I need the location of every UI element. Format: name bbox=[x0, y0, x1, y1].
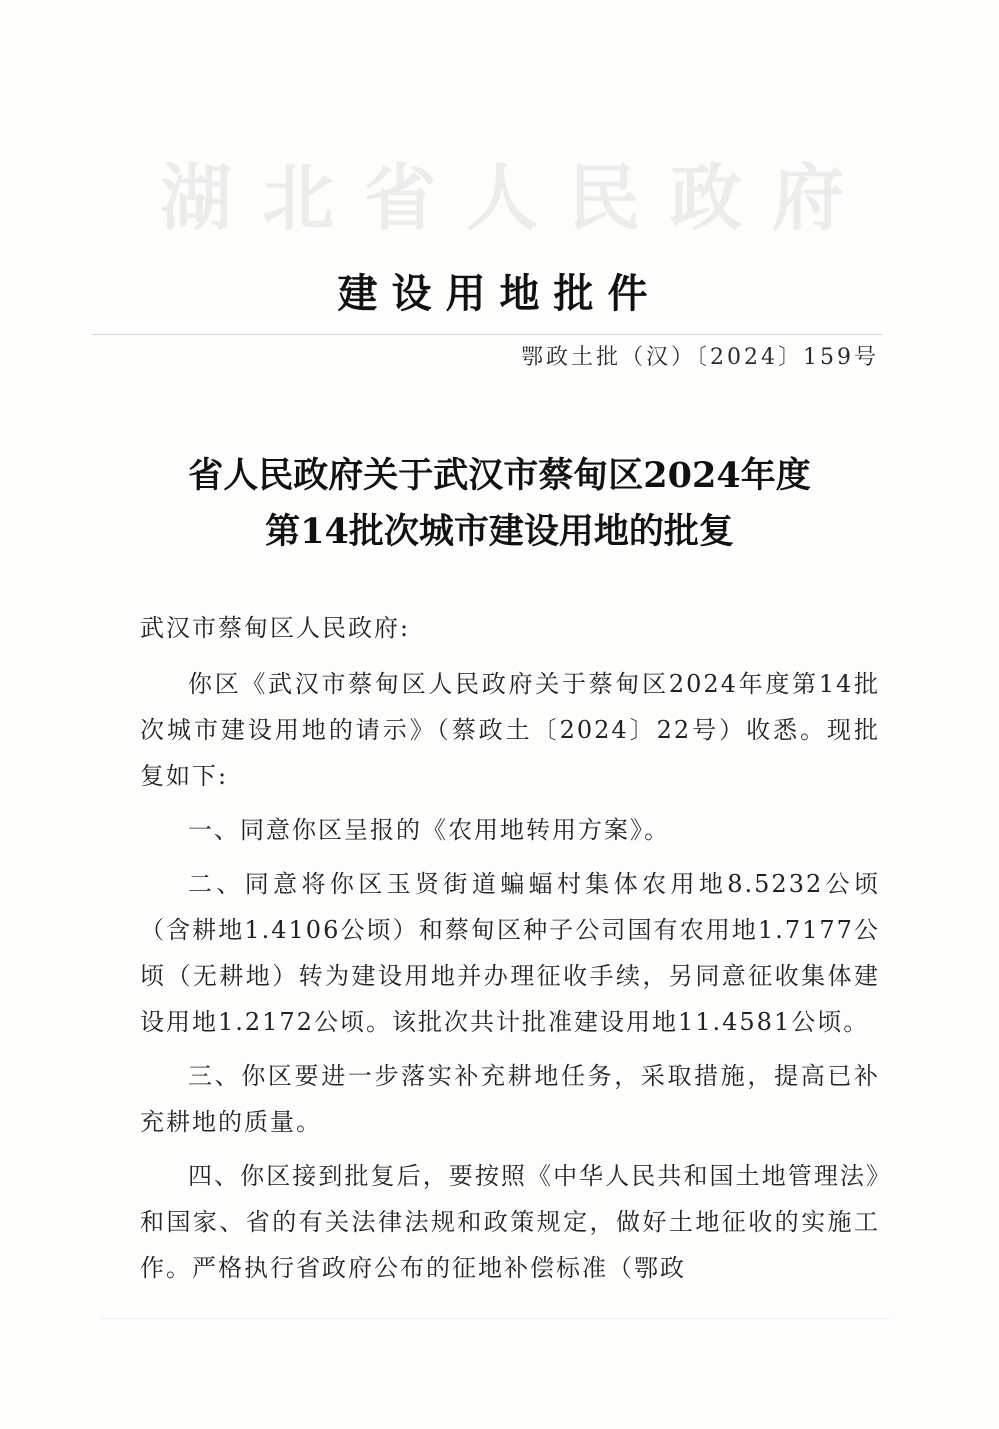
bottom-scan-line bbox=[100, 1318, 890, 1319]
body-paragraph-item-4: 四、你区接到批复后，要按照《中华人民共和国土地管理法》和国家、省的有关法律法规和政策规定，做好土地征收的实施工作。严格执行省政府公布的征地补偿标准（鄂政 bbox=[140, 1162, 880, 1282]
document-body bbox=[140, 605, 880, 1291]
body-paragraph-item-2: 二、同意将你区玉贤街道蝙蝠村集体农用地8.5232公顷（含耕地1.4106公顷）和蔡甸区种子公司国有农用地1.7177公顷（无耕地）转为建设用地并办理征收手续，另同意征收集体建设用地1.2172公顷。该批次共计批准建设用地11.4581公顷。 bbox=[140, 870, 880, 1036]
salutation: 武汉市蔡甸区人民政府: bbox=[140, 614, 411, 642]
header-divider bbox=[92, 334, 882, 335]
title-line-1: 省人民政府关于武汉市蔡甸区2024年度 bbox=[188, 455, 811, 496]
document-number: 鄂政土批（汉）〔2024〕159号 bbox=[521, 345, 879, 370]
body-paragraph-item-3: 三、你区要进一步落实补充耕地任务，采取措施，提高已补充耕地的质量。 bbox=[140, 1062, 880, 1136]
body-paragraph-item-1: 一、同意你区呈报的《农用地转用方案》。 bbox=[188, 816, 670, 844]
title-line-2: 第14批次城市建设用地的批复 bbox=[265, 511, 734, 552]
issuer-watermark: 湖北省人民政府 bbox=[160, 155, 875, 240]
body-paragraph-intro: 你区《武汉市蔡甸区人民政府关于蔡甸区2024年度第14批次城市建设用地的请示》（蔡政土〔2024〕22号）收悉。现批复如下: bbox=[140, 670, 880, 790]
document-title bbox=[0, 448, 999, 560]
document-type-heading: 建设用地批件 bbox=[337, 271, 662, 317]
